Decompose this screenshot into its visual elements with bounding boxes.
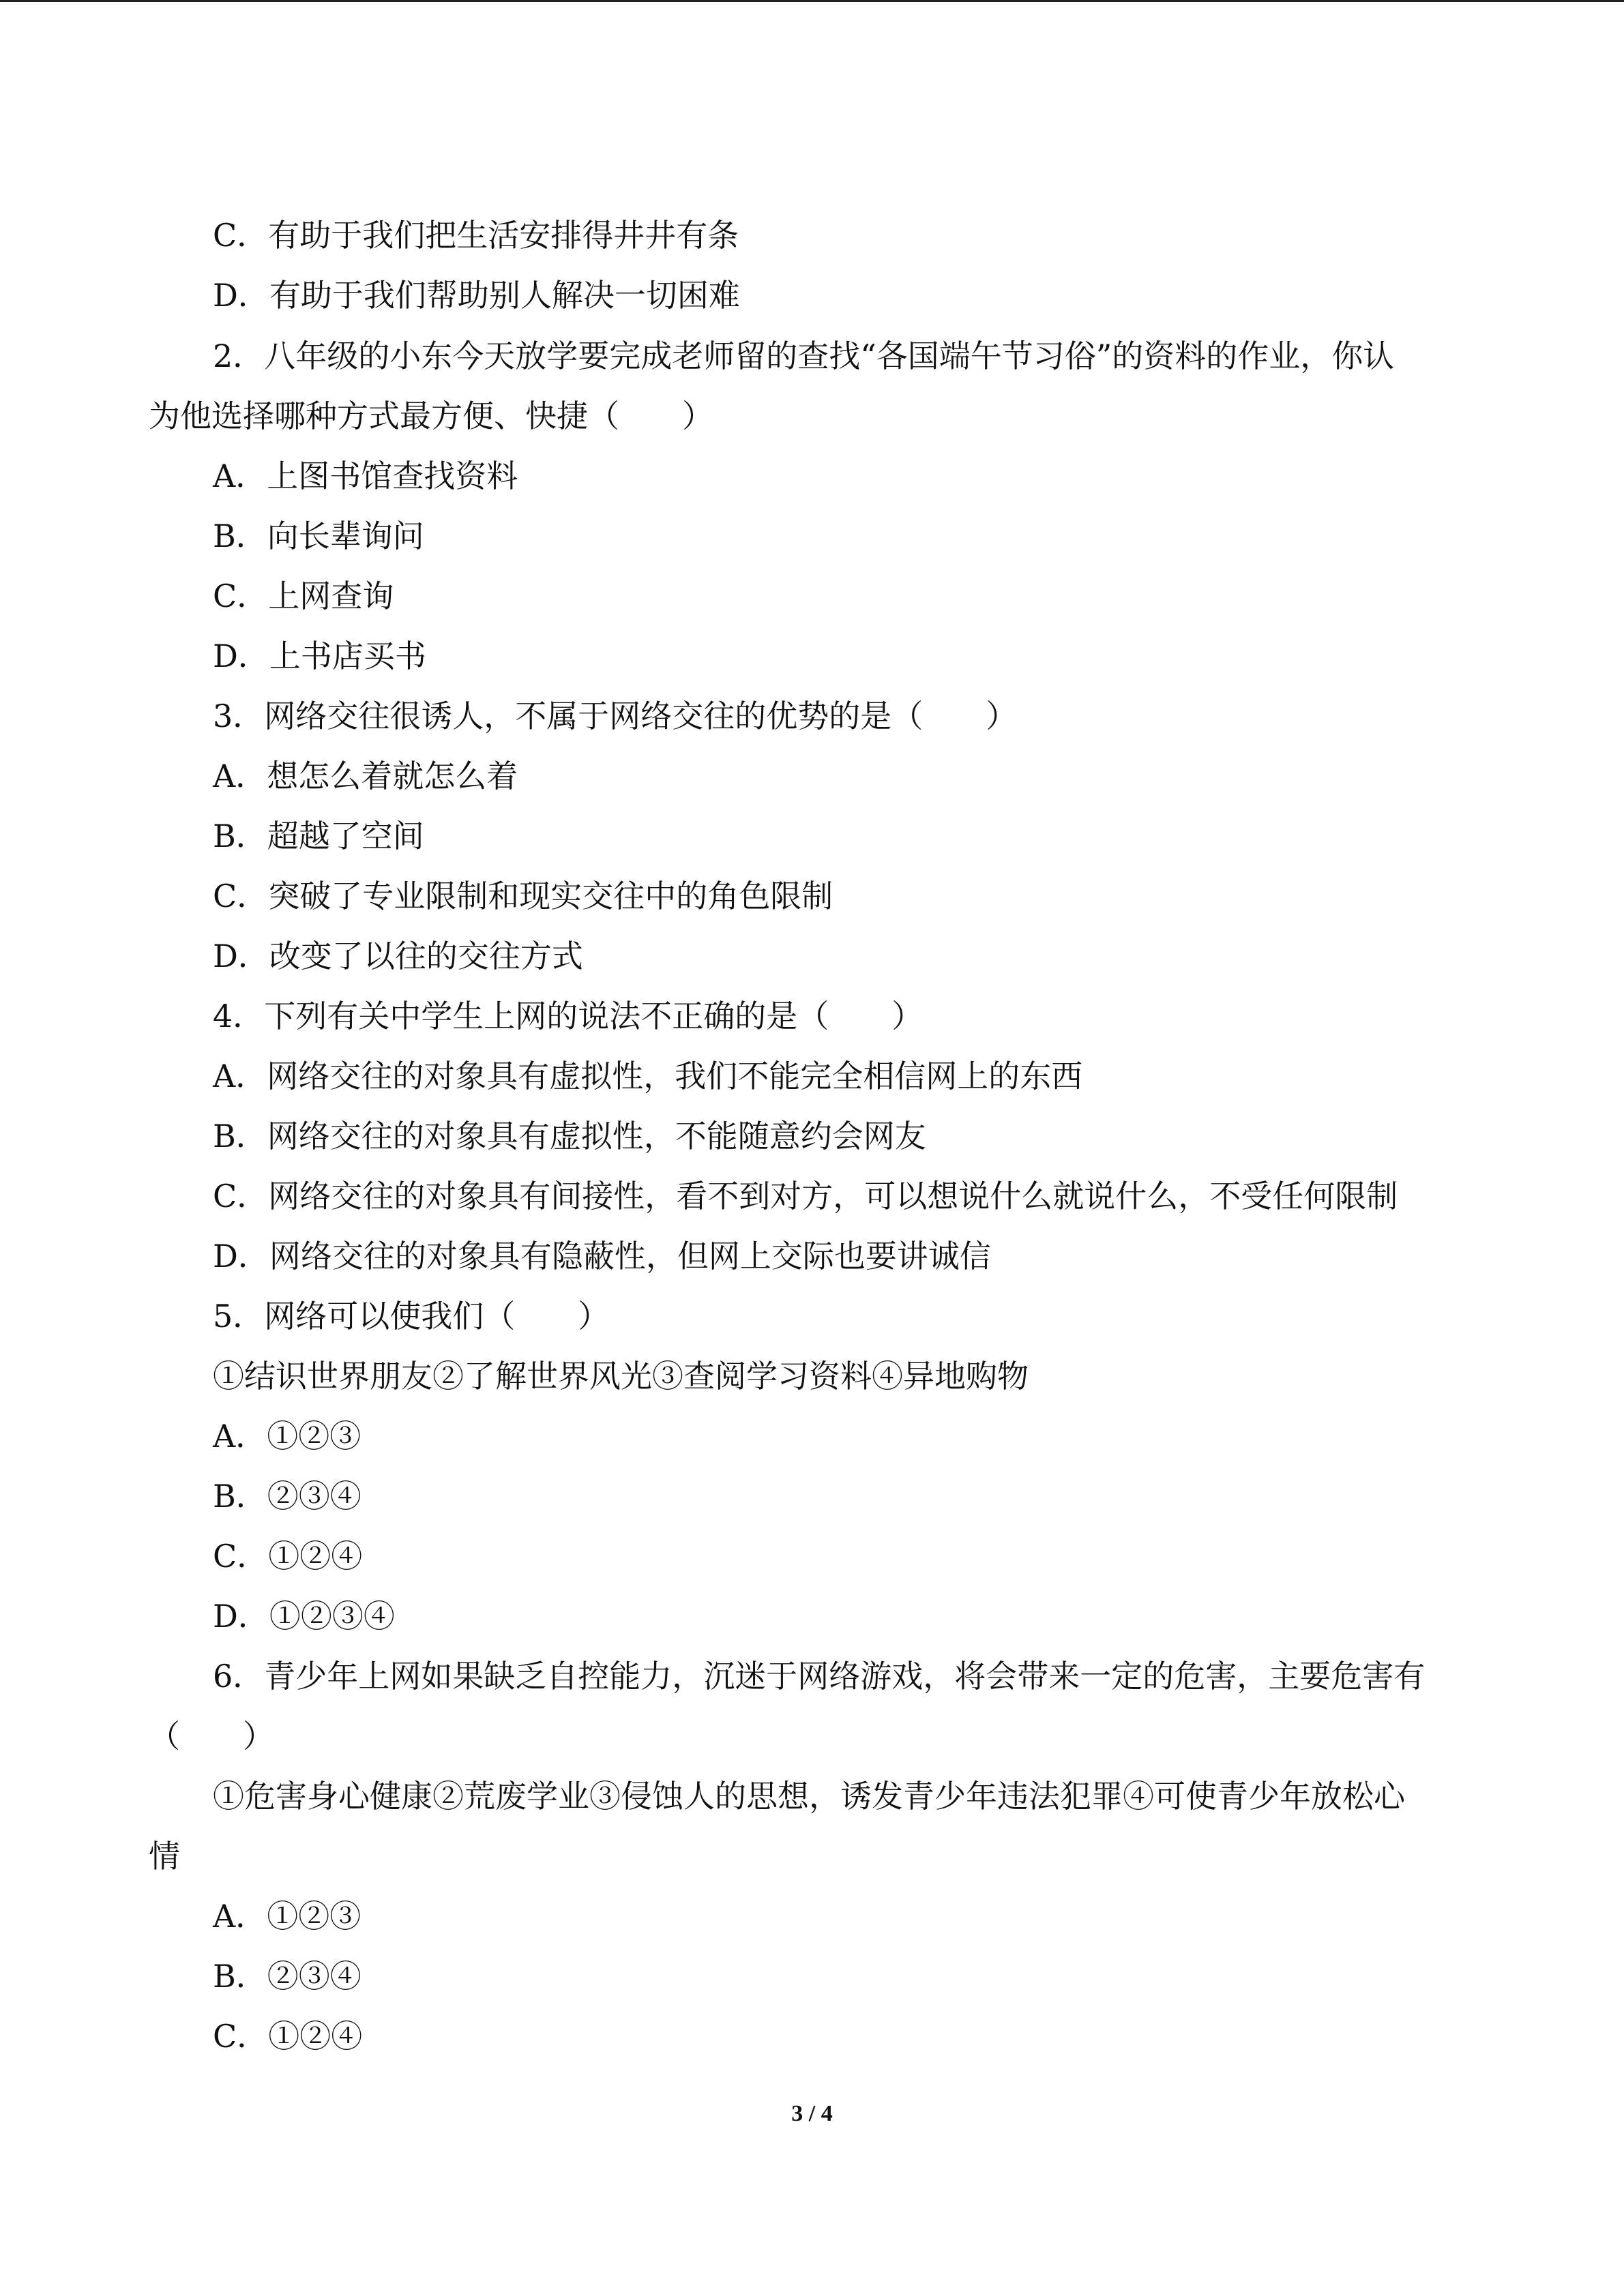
option-line: A．想怎么着就怎么着 <box>213 758 518 794</box>
option-line: C．上网查询 <box>213 578 394 614</box>
option-line: D．上书店买书 <box>213 638 426 674</box>
option-line: B．超越了空间 <box>213 818 424 854</box>
option-line: A．①②③ <box>213 1898 361 1935</box>
question-line: 3．网络交往很诱人，不属于网络交往的优势的是（ ） <box>213 698 1018 734</box>
option-line: C．网络交往的对象具有间接性，看不到对方，可以想说什么就说什么，不受任何限制 <box>213 1178 1398 1214</box>
statement-continuation: 情 <box>149 1838 180 1875</box>
option-line: D．改变了以往的交往方式 <box>213 938 583 974</box>
option-line: B．②③④ <box>213 1478 361 1515</box>
option-line: C．有助于我们把生活安排得井井有条 <box>213 217 739 254</box>
question-line: 5．网络可以使我们（ ） <box>213 1298 610 1335</box>
statement-line: ①危害身心健康②荒废学业③侵蚀人的思想，诱发青少年违法犯罪④可使青少年放松心 <box>213 1778 1405 1815</box>
option-line: A．网络交往的对象具有虚拟性，我们不能完全相信网上的东西 <box>213 1058 1083 1094</box>
statement-line: ①结识世界朋友②了解世界风光③查阅学习资料④异地购物 <box>213 1358 1029 1395</box>
option-line: B．网络交往的对象具有虚拟性，不能随意约会网友 <box>213 1118 926 1154</box>
option-line: B．②③④ <box>213 1958 361 1995</box>
question-line: 6．青少年上网如果缺乏自控能力，沉迷于网络游戏，将会带来一定的危害，主要危害有 <box>213 1658 1426 1695</box>
question-continuation: （ ） <box>149 1718 274 1755</box>
question-line: 2．八年级的小东今天放学要完成老师留的查找“各国端午节习俗”的资料的作业，你认 <box>213 338 1395 374</box>
option-line: A．①②③ <box>213 1418 361 1455</box>
option-line: D．有助于我们帮助别人解决一切困难 <box>213 277 740 314</box>
option-line: C．①②④ <box>213 2018 363 2055</box>
option-line: D．①②③④ <box>213 1598 395 1635</box>
option-line: C．突破了专业限制和现实交往中的角色限制 <box>213 878 833 914</box>
page-number: 3 / 4 <box>791 2101 833 2126</box>
option-line: D．网络交往的对象具有隐蔽性，但网上交际也要讲诚信 <box>213 1238 991 1274</box>
top-border <box>0 0 1624 2</box>
question-line: 4．下列有关中学生上网的说法不正确的是（ ） <box>213 998 924 1034</box>
question-continuation: 为他选择哪种方式最方便、快捷（ ） <box>149 398 713 434</box>
option-line: C．①②④ <box>213 1538 363 1575</box>
option-line: A．上图书馆查找资料 <box>213 458 518 494</box>
option-line: B．向长辈询问 <box>213 518 424 554</box>
